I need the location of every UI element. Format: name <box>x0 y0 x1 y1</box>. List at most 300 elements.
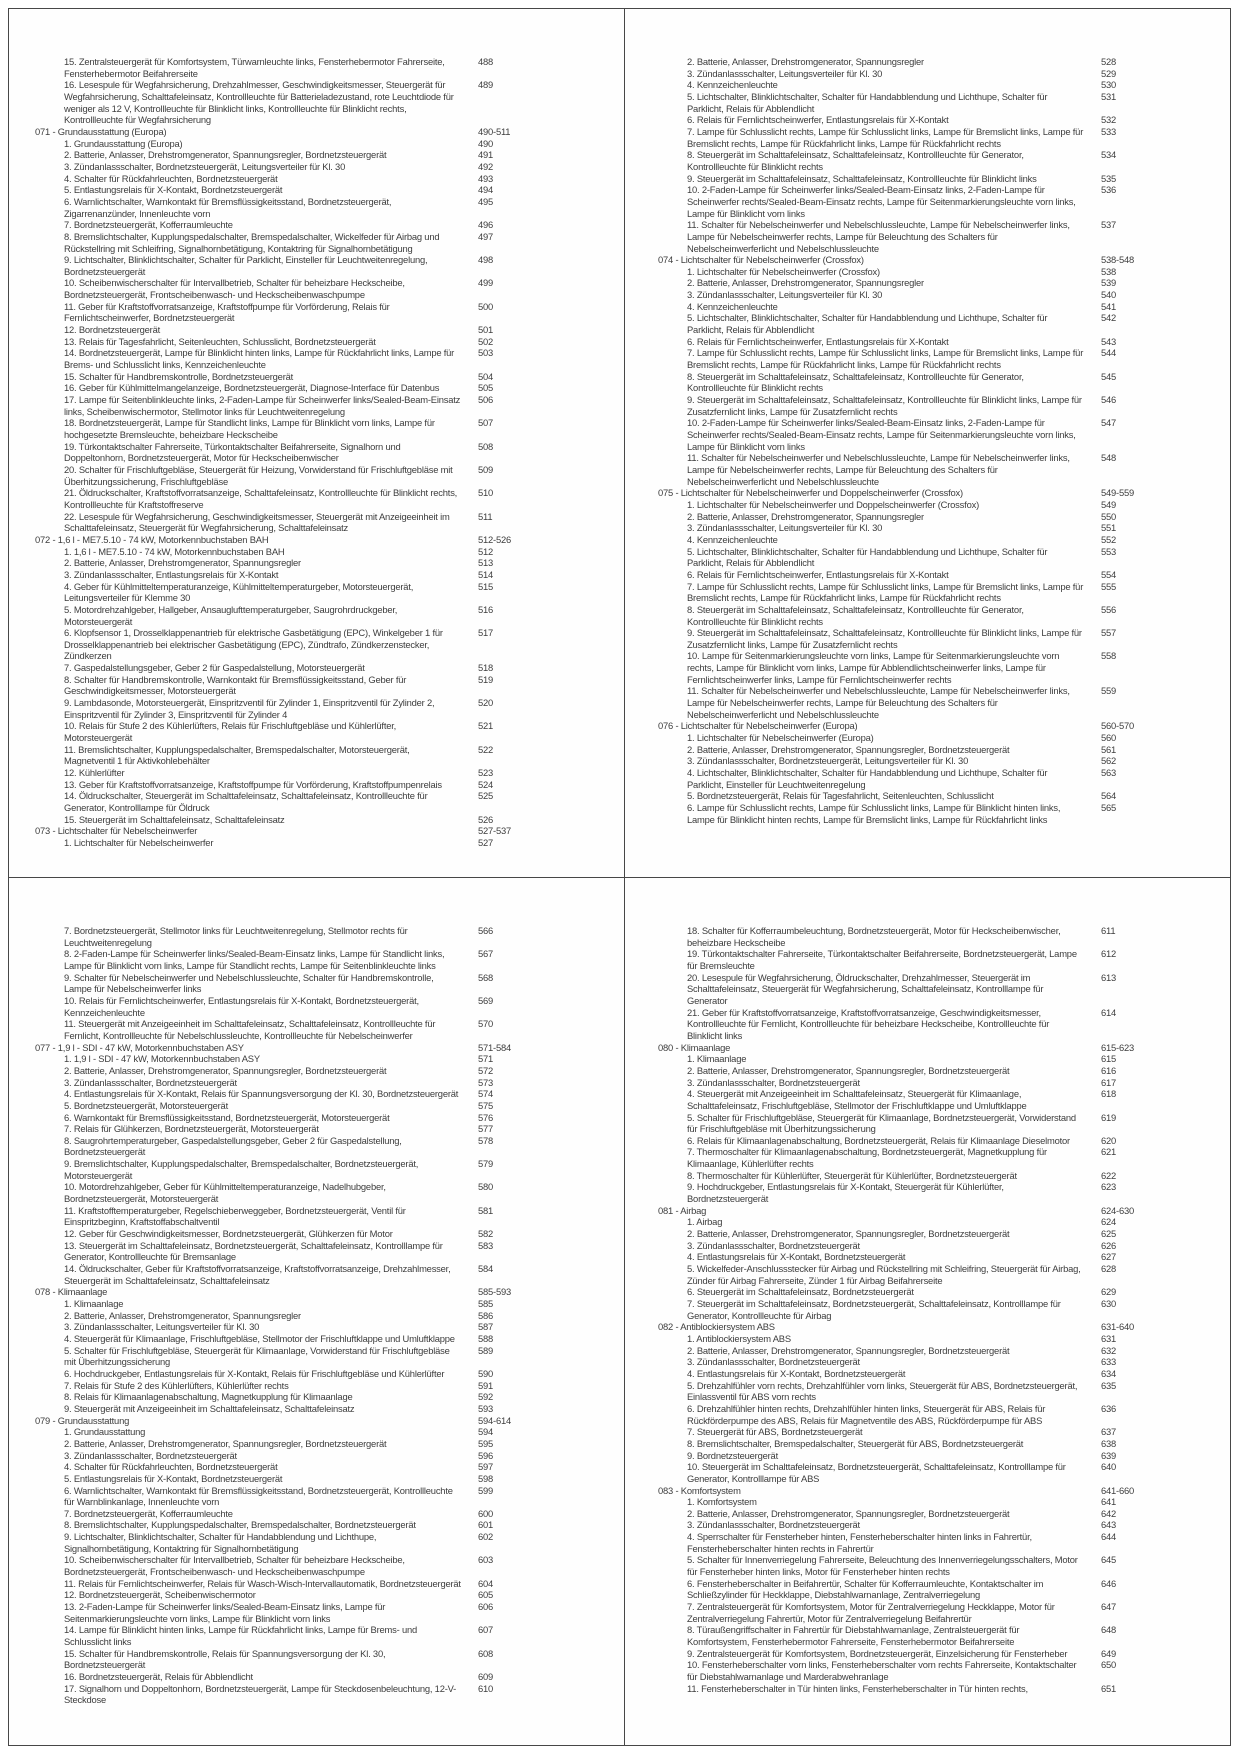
entry-text: 3. Zündanlassschalter, Leitungsverteiler für Kl. 30 <box>687 67 883 79</box>
toc-item-row <box>35 814 624 826</box>
toc-item-row <box>35 925 624 948</box>
entry-text: 13. Steuergerät im Schalttafeleinsatz, Bordnetzsteuergerät, Schalttafeleinsatz, Kontrolllampe für Generator, Kontrollleuchte für Bremsanlage <box>64 1239 443 1263</box>
toc-item-row <box>658 1601 1230 1624</box>
entry-text: 2. Batterie, Anlasser, Drehstromgenerator, Spannungsregler, Bordnetzsteuergerät <box>64 1064 387 1076</box>
entry-text: 22. Lesespule für Wegfahrsicherung, Geschwindigkeitsmesser, Steuergerät mit Anzeigeeinheit im Schalttafeleinsatz, Steuergerät für Wegfahrsicherung, Schalttafeleinsatz <box>64 510 450 534</box>
toc-section-row <box>658 1321 1230 1333</box>
toc-item-row <box>35 336 624 348</box>
entry-text: 18. Schalter für Kofferraumbeleuchtung, Bordnetzsteuergerät, Motor für Heckscheibenwischer, beheizbare Heckscheibe <box>687 925 1061 948</box>
entry-text: 3. Zündanlassschalter, Bordnetzsteuergerät, Leitungsverteiler für Kl. 30 <box>64 160 346 172</box>
toc-item-row <box>35 1065 624 1077</box>
toc-item-row <box>658 972 1230 1007</box>
entry-text: 2. Batterie, Anlasser, Drehstromgenerator, Spannungsregler <box>64 557 301 569</box>
entry-page-number: 650 <box>1101 1659 1117 1671</box>
entry-page-number: 649 <box>1101 1647 1117 1659</box>
entry-text: 5. Schalter für Innenverriegelung Fahrerseite, Beleuchtung des Innenverriegelungsschalters, Motor für Fensterheber hinten links, Motor für Fensterheber hinten rechts <box>687 1554 1078 1578</box>
entry-text: 6. Fensterheberschalter in Beifahrertür, Schalter für Kofferraumleuchte, Kontaktschalter im Schließzylinder für Heckklappe, Diebstahlwarnanlage, Zentralverriegelung <box>687 1577 1044 1601</box>
entry-page-number: 541 <box>1101 300 1117 312</box>
entry-page-number: 555 <box>1101 580 1117 592</box>
entry-page-number: 498 <box>478 254 494 266</box>
toc-item-row <box>35 1205 624 1228</box>
entry-text: 10. Lampe für Seitenmarkierungsleuchte vorn links, Lampe für Seitenmarkierungsleuchte vorn rechts, Lampe für Blinklicht vorn links, Lampe für Abblendlichtscheinwerfer links, Lampe für Fernlichtscheinwerfer links, Lampe für Fernlichtscheinwerfer rechts <box>687 650 1060 685</box>
toc-item-row <box>658 685 1230 720</box>
entry-text: 1. 1,9 l - SDI - 47 kW, Motorkennbuchstaben ASY <box>64 1053 260 1065</box>
entry-page-number: 527-537 <box>478 825 512 837</box>
entry-text: 20. Schalter für Frischluftgebläse, Steuergerät für Heizung, Vorwiderstand für Frischluftgebläse mit Überhitzungssicherung, Frischluftgebläse <box>64 463 453 487</box>
entry-page-number: 628 <box>1101 1263 1117 1275</box>
entry-text: 14. Bordnetzsteuergerät, Lampe für Blinklicht hinten links, Lampe für Rückfahrlicht links, Lampe für Brems- und Schlusslicht links, Kennzeichenleuchte <box>64 347 455 371</box>
entry-page-number: 605 <box>478 1589 494 1601</box>
entry-text: 6. Drehzahlfühler hinten rechts, Drehzahlfühler hinten links, Steuergerät für ABS, Relais für Rückförderpumpe des ABS, Relais für Magnetventile des ABS, Rückförderpumpe für ABS <box>687 1402 1046 1426</box>
entry-text: 11. Kraftstofftemperaturgeber, Regelschieberweggeber, Bordnetzsteuergerät, Ventil für Einspritzbeginn, Kraftstoffabschaltventil <box>64 1204 406 1228</box>
toc-item-row <box>658 1077 1230 1089</box>
toc-item-row <box>35 464 624 487</box>
entry-page-number: 560 <box>1101 732 1117 744</box>
toc-item-row <box>35 995 624 1018</box>
entry-page-number: 648 <box>1101 1624 1117 1636</box>
toc-item-row <box>658 511 1230 523</box>
entry-page-number: 499 <box>478 277 494 289</box>
entry-page-number: 510 <box>478 487 494 499</box>
toc-item-row <box>658 173 1230 185</box>
entry-page-number: 623 <box>1101 1181 1117 1193</box>
entry-text: 11. Relais für Fernlichtscheinwerfer, Relais für Wasch-Wisch-Intervallautomatik, Bordnetzsteuergerät <box>64 1577 461 1589</box>
entry-text: 8. Steuergerät im Schalttafeleinsatz, Schalttafeleinsatz, Kontrollleuchte für Generator, Kontrollleuchte für Blinklicht rechts <box>687 603 1024 627</box>
toc-item-row <box>658 1286 1230 1298</box>
entry-page-number: 509 <box>478 463 494 475</box>
toc-item-row <box>35 837 624 849</box>
entry-page-number: 496 <box>478 219 494 231</box>
toc-item-row <box>35 627 624 662</box>
entry-page-number: 643 <box>1101 1519 1117 1531</box>
toc-item-row <box>35 1135 624 1158</box>
entry-page-number: 593 <box>478 1402 494 1414</box>
entry-page-number: 546 <box>1101 394 1117 406</box>
toc-item-row <box>658 394 1230 417</box>
entry-text: 077 - 1,9 l - SDI - 47 kW, Motorkennbuchstaben ASY <box>35 1041 244 1053</box>
entry-text: 4. Steuergerät mit Anzeigeeinheit im Schalttafeleinsatz, Steuergerät für Klimaanlage, Schalttafeleinsatz, Frischluftgebläse, Stellmotor der Frischluftklappe und Umluftklappe <box>687 1088 1027 1111</box>
entry-text: 16. Bordnetzsteuergerät, Relais für Abblendlicht <box>64 1671 253 1682</box>
entry-text: 3. Zündanlassschalter, Bordnetzsteuergerät, Leitungsverteiler für Kl. 30 <box>687 755 969 767</box>
entry-page-number: 612 <box>1101 948 1117 960</box>
entry-page-number: 549 <box>1101 498 1117 510</box>
entry-text: 2. Batterie, Anlasser, Drehstromgenerator, Spannungsregler <box>687 510 924 522</box>
toc-item-row <box>35 417 624 440</box>
toc-section-row <box>35 825 624 837</box>
toc-item-row <box>35 56 624 79</box>
toc-item-row <box>35 604 624 627</box>
entry-text: 2. Batterie, Anlasser, Drehstromgenerator, Spannungsregler, Bordnetzsteuergerät <box>687 1344 1010 1356</box>
entry-page-number: 603 <box>478 1554 494 1566</box>
entry-text: 5. Drehzahlfühler vorn rechts, Drehzahlfühler vorn links, Steuergerät für ABS, Bordnetzsteuergerät, Einlassventil für ABS vorn rechts <box>687 1379 1078 1403</box>
entry-page-number: 540 <box>1101 289 1117 301</box>
toc-item-row <box>35 1112 624 1124</box>
entry-page-number: 513 <box>478 557 494 569</box>
entry-page-number: 490-511 <box>478 125 511 137</box>
entry-page-number: 523 <box>478 767 494 779</box>
entry-page-number: 600 <box>478 1507 494 1519</box>
entry-text: 1. Klimaanlage <box>687 1053 747 1065</box>
entry-text: 14. Lampe für Blinklicht hinten links, Lampe für Rückfahrlicht links, Lampe für Brems- und Schlusslicht links <box>64 1624 417 1648</box>
entry-text: 20. Lesespule für Wegfahrsicherung, Öldruckschalter, Drehzahlmesser, Steuergerät im Schalttafeleinsatz, Steuergerät für Wegfahrsicherung, Schalttafeleinsatz, Kontrolllampe für Generator <box>687 971 1044 1006</box>
toc-section-row <box>35 1415 624 1427</box>
toc-item-row <box>35 1648 624 1671</box>
entry-text: 4. Geber für Kühlmitteltemperaturanzeige, Kühlmitteltemperaturgeber, Motorsteuergerät, Leitungsverteiler für Klemme 30 <box>64 580 414 604</box>
entry-text: 10. Relais für Stufe 2 des Kühlerlüfters, Relais für Frischluftgebläse und Kühlerlüfter, Motorsteuergerät <box>64 720 397 744</box>
toc-item-row <box>658 289 1230 301</box>
toc-item-row <box>35 720 624 743</box>
toc-item-row <box>658 546 1230 569</box>
entry-text: 13. Relais für Tagesfahrlicht, Seitenleuchten, Schlusslicht, Bordnetzsteuergerät <box>64 335 376 347</box>
entry-page-number: 594-614 <box>478 1414 512 1426</box>
toc-item-row <box>658 219 1230 254</box>
entry-text: 083 - Komfortsystem <box>658 1484 741 1496</box>
entry-text: 9. Lambdasonde, Motorsteuergerät, Einspritzventil für Zylinder 1, Einspritzventil für Zylinder 2, Einspritzventil für Zylinder 3, Einspritzventil für Zylinder 4 <box>64 697 435 720</box>
toc-item-row <box>658 1240 1230 1252</box>
entry-page-number: 525 <box>478 790 494 802</box>
entry-page-number: 641-660 <box>1101 1484 1135 1496</box>
entry-page-number: 538 <box>1101 265 1117 277</box>
entry-text: 14. Öldruckschalter, Steuergerät im Schalttafeleinsatz, Schalttafeleinsatz, Kontrollleuchte für Generator, Kontrolllampe für Öldruck <box>64 790 428 813</box>
toc-item-row <box>35 1380 624 1392</box>
toc-item-row <box>658 91 1230 114</box>
entry-page-number: 533 <box>1101 125 1117 137</box>
entry-page-number: 530 <box>1101 79 1117 91</box>
entry-page-number: 495 <box>478 195 494 207</box>
entry-page-number: 564 <box>1101 790 1117 802</box>
toc-item-row <box>35 1403 624 1415</box>
entry-text: 4. Entlastungsrelais für X-Kontakt, Bordnetzsteuergerät <box>687 1367 906 1379</box>
toc-item-row <box>658 650 1230 685</box>
toc-item-row <box>658 1624 1230 1647</box>
toc-item-row <box>35 1310 624 1322</box>
entry-page-number: 646 <box>1101 1577 1117 1589</box>
entry-text: 5. Schalter für Frischluftgebläse, Steuergerät für Klimaanlage, Bordnetzsteuergerät, Vorwiderstand für Frischluftgebläse mit Überhitzungssicherung <box>687 1111 1076 1135</box>
entry-text: 081 - Airbag <box>658 1204 707 1216</box>
toc-item-row <box>658 1519 1230 1531</box>
entry-page-number: 534 <box>1101 149 1117 161</box>
toc-item-row <box>35 324 624 336</box>
entry-text: 9. Steuergerät im Schalttafeleinsatz, Schalttafeleinsatz, Kontrollleuchte für Blinklicht links, Lampe für Zusatzfernlicht links, Lampe für Zusatzfernlicht rechts <box>687 627 1082 650</box>
entry-page-number: 492 <box>478 160 494 172</box>
entry-page-number: 622 <box>1101 1169 1117 1181</box>
entry-text: 6. Hochdruckgeber, Entlastungsrelais für X-Kontakt, Relais für Frischluftgebläse und Kühlerlüfter <box>64 1367 445 1379</box>
entry-page-number: 578 <box>478 1134 494 1146</box>
toc-item-row <box>35 1519 624 1531</box>
entry-page-number: 568 <box>478 971 494 983</box>
entry-text: 11. Schalter für Nebelscheinwerfer und Nebelschlussleuchte, Lampe für Nebelscheinwerfer links, Lampe für Nebelscheinwerfer rechts, Lampe für Beleuchtung des Schalters für Nebelscheinwerferlicht und Nebelschlussleuchte <box>687 452 1070 487</box>
toc-item-row <box>658 790 1230 802</box>
entry-page-number: 601 <box>478 1519 494 1531</box>
toc-section-row <box>35 534 624 546</box>
toc-item-row <box>658 417 1230 452</box>
toc-page-1 <box>8 8 1231 878</box>
entry-text: 12. Geber für Geschwindigkeitsmesser, Bordnetzsteuergerät, Glühkerzen für Motor <box>64 1228 393 1240</box>
entry-text: 11. Schalter für Nebelscheinwerfer und Nebelschlussleuchte, Lampe für Nebelscheinwerfer links, Lampe für Nebelscheinwerfer rechts, Lampe für Beleuchtung des Schalters für Nebelscheinwerferlicht und Nebelschlussleuchte <box>687 219 1070 254</box>
entry-page-number: 507 <box>478 417 494 429</box>
entry-page-number: 586 <box>478 1309 494 1321</box>
toc-item-row <box>658 114 1230 126</box>
entry-page-number: 489 <box>478 79 494 91</box>
entry-page-number: 542 <box>1101 312 1117 324</box>
toc-item-row <box>35 1473 624 1485</box>
entry-text: 4. Schalter für Rückfahrleuchten, Bordnetzsteuergerät <box>64 172 278 184</box>
entry-page-number: 588 <box>478 1332 494 1344</box>
toc-item-row <box>658 744 1230 756</box>
toc-item-row <box>35 1077 624 1089</box>
entry-text: 11. Bremslichtschalter, Kupplungspedalschalter, Bremspedalschalter, Motorsteuergerät, Magnetventil 1 für Aktivkohlebehälter <box>64 743 410 767</box>
toc-item-row <box>658 581 1230 604</box>
entry-text: 7. Bordnetzsteuergerät, Kofferraumleuchte <box>64 1507 233 1519</box>
entry-page-number: 595 <box>478 1437 494 1449</box>
entry-text: 4. Sperrschalter für Fensterheber hinten, Fensterheberschalter hinten links in Fahrertür, Fensterheberschalter hinten rechts in Fahrertür <box>687 1531 1032 1554</box>
entry-text: 5. Motordrehzahlgeber, Hallgeber, Ansauglufttemperaturgeber, Saugrohrdruckgeber, Motorsteuergerät <box>64 603 398 627</box>
entry-page-number: 526 <box>478 813 494 825</box>
entry-text: 5. Lichtschalter, Blinklichtschalter, Schalter für Handabblendung und Lichthupe, Schalter für Parklicht, Relais für Abblendlicht <box>687 545 1048 569</box>
entry-page-number: 494 <box>478 184 494 196</box>
toc-item-row <box>658 1216 1230 1228</box>
entry-page-number: 624 <box>1101 1216 1117 1228</box>
entry-page-number: 631-640 <box>1101 1321 1135 1333</box>
toc-item-row <box>658 627 1230 650</box>
entry-text: 6. Lampe für Schlusslicht rechts, Lampe für Schlusslicht links, Lampe für Blinklicht hinten links, Lampe für Blinklicht hinten rechts, Lampe für Bremslicht links, Lampe für Rückfahrlicht links <box>687 802 1061 825</box>
entry-page-number: 502 <box>478 335 494 347</box>
toc-item-row <box>658 336 1230 348</box>
entry-text: 10. Relais für Fernlichtscheinwerfer, Entlastungsrelais für X-Kontakt, Bordnetzsteuergerät, Kennzeichenleuchte <box>64 994 419 1018</box>
toc-item-row <box>35 1228 624 1240</box>
entry-text: 9. Bremslichtschalter, Kupplungspedalschalter, Bremspedalschalter, Bordnetzsteuergerät, Motorsteuergerät <box>64 1158 419 1181</box>
entry-text: 11. Schalter für Nebelscheinwerfer und Nebelschlussleuchte, Lampe für Nebelscheinwerfer links, Lampe für Nebelscheinwerfer rechts, Lampe für Beleuchtung des Schalters für Nebelscheinwerferlicht und Nebelschlussleuchte <box>687 685 1070 720</box>
toc-item-row <box>658 1356 1230 1368</box>
entry-text: 9. Schalter für Nebelscheinwerfer und Nebelschlussleuchte, Schalter für Handbremskontrolle, Lampe für Nebelscheinwerfer links <box>64 971 434 995</box>
entry-text: 9. Hochdruckgeber, Entlastungsrelais für X-Kontakt, Steuergerät für Kühlerlüfter, Bordnetzsteuergerät <box>687 1181 1004 1205</box>
entry-text: 8. 2-Faden-Lampe für Scheinwerfer links/Sealed-Beam-Einsatz links, Lampe für Standlicht links, Lampe für Blinklicht vorn links, Lampe für Standlicht rechts, Lampe für Seitenblinkleuchte links <box>64 948 445 971</box>
toc-item-row <box>35 674 624 697</box>
entry-text: 6. Warnlichtschalter, Warnkontakt für Bremsflüssigkeitsstand, Bordnetzsteuergerät, Kontrollleuchte für Warnblinkanlage, Innenleuchte vorn <box>64 1484 453 1508</box>
entry-text: 8. Saugrohrtemperaturgeber, Gaspedalstellungsgeber, Geber 2 für Gaspedalstellung, Bordnetzsteuergerät <box>64 1134 402 1158</box>
entry-text: 076 - Lichtschalter für Nebelscheinwerfer (Europa) <box>658 720 858 732</box>
toc-item-row <box>658 1426 1230 1438</box>
entry-text: 10. Motordrehzahlgeber, Geber für Kühlmitteltemperaturanzeige, Nadelhubgeber, Bordnetzsteuergerät, Motorsteuergerät <box>64 1181 386 1205</box>
entry-text: 9. Steuergerät im Schalttafeleinsatz, Schalttafeleinsatz, Kontrollleuchte für Blinklicht links, Lampe für Zusatzfernlicht links, Lampe für Zusatzfernlicht rechts <box>687 394 1082 417</box>
toc-item-row <box>35 1531 624 1554</box>
toc-item-row <box>35 382 624 394</box>
toc-item-row <box>35 1589 624 1601</box>
toc-item-row <box>35 347 624 370</box>
entry-text: 071 - Grundausstattung (Europa) <box>35 125 167 137</box>
entry-text: 8. Relais für Klimaanlagenabschaltung, Magnetkupplung für Klimaanlage <box>64 1391 353 1403</box>
toc-item-row <box>35 184 624 196</box>
entry-page-number: 604 <box>478 1577 494 1589</box>
entry-page-number: 516 <box>478 603 494 615</box>
entry-page-number: 497 <box>478 230 494 242</box>
entry-page-number: 576 <box>478 1111 494 1123</box>
toc-item-row <box>35 231 624 254</box>
entry-text: 7. Bordnetzsteuergerät, Stellmotor links für Leuchtweitenregelung, Stellmotor rechts für Leuchtweitenregelung <box>64 925 408 948</box>
entry-page-number: 532 <box>1101 114 1117 126</box>
entry-text: 8. Türaußengriffschalter in Fahrertür für Diebstahlwarnanlage, Zentralsteuergerät für Komfortsystem, Fensterhebermotor Fahrerseite, Fensterhebermotor Beifahrerseite <box>687 1624 1020 1648</box>
entry-text: 7. Bordnetzsteuergerät, Kofferraumleuchte <box>64 219 233 231</box>
entry-text: 7. Lampe für Schlusslicht rechts, Lampe für Schlusslicht links, Lampe für Bremslicht links, Lampe für Bremslicht rechts, Lampe für Rückfahrlicht links, Lampe für Rückfahrlicht rechts <box>687 347 1084 371</box>
entry-text: 7. Relais für Glühkerzen, Bordnetzsteuergerät, Motorsteuergerät <box>64 1123 319 1135</box>
entry-page-number: 519 <box>478 673 494 685</box>
entry-text: 072 - 1,6 l - ME7.5.10 - 74 kW, Motorkennbuchstaben BAH <box>35 533 269 545</box>
toc-item-row <box>35 371 624 383</box>
toc-item-row <box>658 569 1230 581</box>
entry-page-number: 636 <box>1101 1402 1117 1414</box>
entry-text: 15. Schalter für Handbremskontrolle, Relais für Spannungsversorgung der Kl. 30, Bordnetzsteuergerät <box>64 1647 386 1671</box>
entry-text: 9. Lichtschalter, Blinklichtschalter, Schalter für Handabblendung und Lichthupe, Signalhornbetätigung, Kontaktring für Signalhornbetätigung <box>64 1531 377 1554</box>
entry-text: 1. Grundausstattung (Europa) <box>64 137 183 149</box>
toc-item-row <box>35 1438 624 1450</box>
entry-page-number: 638 <box>1101 1437 1117 1449</box>
entry-page-number: 549-559 <box>1101 487 1135 499</box>
entry-text: 16. Lesespule für Wegfahrsicherung, Drehzahlmesser, Geschwindigkeitsmesser, Steuergerät für Wegfahrsicherung, Schalttafeleinsatz, Kontrollleuchte für Batterieladezustand, rote Leuchtdiode für weniger als 12 V, Kontrollleuchte für Blinklicht links, Kontrollleuchte für Blinklicht rechts, Kontrollleuchte für Wegfahrsicherung <box>64 79 454 126</box>
entry-page-number: 596 <box>478 1449 494 1461</box>
entry-text: 5. Schalter für Frischluftgebläse, Steuergerät für Klimaanlage, Vorwiderstand für Frischluftgebläse mit Überhitzungssicherung <box>64 1344 450 1368</box>
entry-page-number: 626 <box>1101 1239 1117 1251</box>
entry-page-number: 501 <box>478 324 494 336</box>
entry-text: 5. Bordnetzsteuergerät, Motorsteuergerät <box>64 1099 228 1111</box>
entry-page-number: 581 <box>478 1204 494 1216</box>
entry-page-number: 615 <box>1101 1053 1117 1065</box>
toc-item-row <box>35 1508 624 1520</box>
entry-page-number: 619 <box>1101 1111 1117 1123</box>
entry-page-number: 557 <box>1101 627 1117 639</box>
entry-page-number: 520 <box>478 697 494 709</box>
entry-text: 17. Signalhorn und Doppeltonhorn, Bordnetzsteuergerät, Lampe für Steckdosenbeleuchtung, 12-V-Steckdose <box>64 1682 457 1706</box>
entry-page-number: 547 <box>1101 417 1117 429</box>
entry-page-number: 563 <box>1101 767 1117 779</box>
toc-item-row <box>35 1263 624 1286</box>
entry-text: 10. 2-Faden-Lampe für Scheinwerfer links/Sealed-Beam-Einsatz links, 2-Faden-Lampe für Scheinwerfer rechts/Sealed-Beam-Einsatz rechts, Lampe für Seitenmarkierungsleuchte vorn links, Lampe für Blinklicht vorn links <box>687 184 1076 219</box>
entry-text: 8. Steuergerät im Schalttafeleinsatz, Schalttafeleinsatz, Kontrollleuchte für Generator, Kontrollleuchte für Blinklicht rechts <box>687 149 1024 172</box>
entry-text: 18. Bordnetzsteuergerät, Lampe für Standlicht links, Lampe für Blinklicht vorn links, Lampe für hochgesetzte Bremsleuchte, beheizbare Heckscheibe <box>64 417 435 440</box>
entry-page-number: 609 <box>478 1671 494 1682</box>
entry-text: 3. Zündanlassschalter, Bordnetzsteuergerät <box>64 1076 237 1088</box>
entry-page-number: 589 <box>478 1344 494 1356</box>
entry-text: 15. Steuergerät im Schalttafeleinsatz, Schalttafeleinsatz <box>64 813 285 825</box>
toc-item-row <box>35 1053 624 1065</box>
toc-section-row <box>35 126 624 138</box>
toc-item-row <box>658 1461 1230 1484</box>
entry-text: 9. Steuergerät mit Anzeigeeinheit im Schalttafeleinsatz, Schalttafeleinsatz <box>64 1402 355 1414</box>
entry-text: 7. Thermoschalter für Klimaanlagenabschaltung, Bordnetzsteuergerät, Magnetkupplung für Klimaanlage, Kühlerlüfter rechts <box>687 1146 1047 1170</box>
toc-item-row <box>658 1228 1230 1240</box>
entry-page-number: 608 <box>478 1647 494 1659</box>
entry-text: 10. Fensterheberschalter vorn links, Fensterheberschalter vorn rechts Fahrerseite, Kontaktschalter für Diebstahlwarnanlage und Marderabwehranlage <box>687 1659 1077 1682</box>
toc-item-row <box>35 972 624 995</box>
entry-page-number: 565 <box>1101 802 1117 813</box>
entry-text: 4. Schalter für Rückfahrleuchten, Bordnetzsteuergerät <box>64 1461 278 1473</box>
entry-page-number: 583 <box>478 1239 494 1251</box>
toc-column-1 <box>9 9 624 877</box>
toc-item-row <box>35 79 624 126</box>
entry-page-number: 544 <box>1101 347 1117 359</box>
entry-page-number: 552 <box>1101 533 1117 545</box>
toc-item-row <box>35 1345 624 1368</box>
toc-item-row <box>35 779 624 791</box>
toc-column-2 <box>624 878 1230 1745</box>
entry-text: 10. 2-Faden-Lampe für Scheinwerfer links/Sealed-Beam-Einsatz links, 2-Faden-Lampe für Scheinwerfer rechts/Sealed-Beam-Einsatz rechts, Lampe für Seitenmarkierungsleuchte vorn links, Lampe für Blinklicht vorn links <box>687 417 1076 452</box>
entry-text: 4. Steuergerät für Klimaanlage, Frischluftgebläse, Stellmotor der Frischluftklappe und Umluftklappe <box>64 1332 455 1344</box>
toc-item-row <box>35 301 624 324</box>
entry-text: 9. Zentralsteuergerät für Komfortsystem, Bordnetzsteuergerät, Einzelsicherung für Fensterheber <box>687 1647 1068 1659</box>
entry-text: 1. Klimaanlage <box>64 1298 124 1309</box>
toc-item-row <box>35 1461 624 1473</box>
entry-text: 075 - Lichtschalter für Nebelscheinwerfer und Doppelscheinwerfer (Crossfox) <box>658 487 963 499</box>
toc-item-row <box>35 1088 624 1100</box>
entry-text: 6. Steuergerät im Schalttafeleinsatz, Bordnetzsteuergerät <box>687 1286 914 1298</box>
entry-page-number: 505 <box>478 382 494 394</box>
entry-page-number: 630 <box>1101 1298 1117 1309</box>
toc-item-row <box>35 1100 624 1112</box>
entry-text: 6. Relais für Fernlichtscheinwerfer, Entlastungsrelais für X-Kontakt <box>687 568 949 580</box>
entry-page-number: 645 <box>1101 1554 1117 1566</box>
entry-page-number: 585-593 <box>478 1286 512 1298</box>
entry-page-number: 556 <box>1101 603 1117 615</box>
entry-page-number: 515 <box>478 580 494 592</box>
entry-page-number: 537 <box>1101 219 1117 231</box>
entry-text: 4. Kennzeichenleuchte <box>687 533 778 545</box>
entry-page-number: 503 <box>478 347 494 359</box>
entry-page-number: 558 <box>1101 650 1117 662</box>
toc-item-row <box>35 1485 624 1508</box>
toc-item-row <box>658 184 1230 219</box>
toc-item-row <box>658 1380 1230 1403</box>
entry-text: 11. Fensterheberschalter in Tür hinten links, Fensterheberschalter in Tür hinten rechts, <box>687 1682 1028 1694</box>
entry-text: 10. Scheibenwischerschalter für Intervallbetrieb, Schalter für beheizbare Heckscheibe, Bordnetzsteuergerät, Frontscheibenwasch- und Heckscheibenwaschpumpe <box>64 1554 405 1578</box>
entry-page-number: 560-570 <box>1101 720 1135 732</box>
toc-item-row <box>658 1007 1230 1042</box>
entry-text: 12. Bordnetzsteuergerät <box>64 324 160 336</box>
toc-item-row <box>658 1438 1230 1450</box>
entry-page-number: 488 <box>478 56 494 67</box>
entry-page-number: 567 <box>478 948 494 960</box>
entry-text: 21. Öldruckschalter, Kraftstoffvorratsanzeige, Schalttafeleinsatz, Kontrollleuchte für Blinklicht rechts, Kontrollleuchte für Kraftstoffreserve <box>64 487 458 510</box>
toc-item-row <box>658 56 1230 68</box>
entry-text: 10. Steuergerät im Schalttafeleinsatz, Bordnetzsteuergerät, Schalttafeleinsatz, Kontrolllampe für Generator, Kontrolllampe für ABS <box>687 1461 1066 1484</box>
entry-page-number: 621 <box>1101 1146 1117 1158</box>
entry-text: 1. Antiblockiersystem ABS <box>687 1332 791 1344</box>
toc-item-row <box>658 347 1230 370</box>
toc-item-row <box>658 1450 1230 1462</box>
toc-item-row <box>658 79 1230 91</box>
entry-page-number: 574 <box>478 1088 494 1100</box>
toc-item-row <box>35 441 624 464</box>
entry-text: 16. Geber für Kühlmittelmangelanzeige, Bordnetzsteuergerät, Diagnose-Interface für Datenbus <box>64 382 440 394</box>
entry-text: 074 - Lichtschalter für Nebelscheinwerfer (Crossfox) <box>658 254 864 266</box>
toc-item-row <box>658 1683 1230 1695</box>
entry-page-number: 506 <box>478 394 494 406</box>
toc-item-row <box>35 1123 624 1135</box>
entry-page-number: 562 <box>1101 755 1117 767</box>
toc-section-row <box>658 1042 1230 1054</box>
entry-page-number: 554 <box>1101 568 1117 580</box>
toc-item-row <box>658 126 1230 149</box>
entry-page-number: 640 <box>1101 1461 1117 1473</box>
entry-text: 6. Relais für Klimaanlagenabschaltung, Bordnetzsteuergerät, Relais für Klimaanlage Dieselmotor <box>687 1134 1070 1146</box>
toc-item-row <box>658 1112 1230 1135</box>
entry-page-number: 508 <box>478 440 494 452</box>
entry-page-number: 570 <box>478 1018 494 1030</box>
entry-text: 1. Airbag <box>687 1216 723 1228</box>
toc-item-row <box>658 948 1230 971</box>
entry-page-number: 582 <box>478 1228 494 1240</box>
toc-item-row <box>658 1053 1230 1065</box>
entry-page-number: 551 <box>1101 522 1117 534</box>
toc-item-row <box>35 581 624 604</box>
